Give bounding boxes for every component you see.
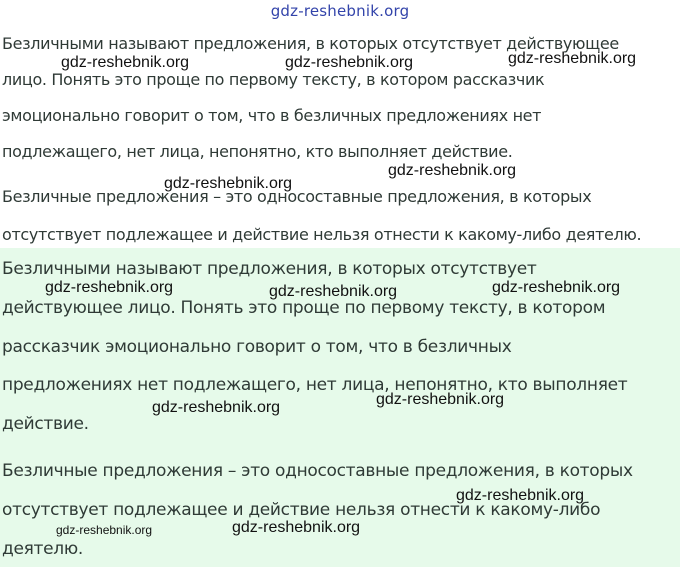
text-line: рассказчик эмоционально говорит о том, что в безличных bbox=[2, 337, 512, 357]
text-line: лицо. Понять это проще по первому тексту, в котором рассказчик bbox=[2, 70, 545, 89]
text-line: подлежащего, нет лица, непонятно, кто выполняет действие. bbox=[2, 142, 513, 161]
watermark: gdz-reshebnik.org bbox=[164, 175, 293, 192]
watermark: gdz-reshebnik.org bbox=[269, 283, 398, 300]
watermark: gdz-reshebnik.org bbox=[388, 162, 517, 179]
text-line: эмоционально говорит о том, что в безличных предложениях нет bbox=[2, 106, 542, 125]
text-line: отсутствует подлежащее и действие нельзя отнести к какому-либо bbox=[2, 500, 601, 520]
watermark: gdz-reshebnik.org bbox=[61, 54, 190, 71]
watermark: gdz-reshebnik.org bbox=[152, 399, 281, 416]
watermark: gdz-reshebnik.org bbox=[45, 279, 174, 296]
text-line: Безличные предложения – это односоставные предложения, в которых bbox=[2, 461, 633, 481]
text-line: деятелю. bbox=[2, 539, 83, 559]
text-line: Безличные предложения – это односоставные предложения, в которых bbox=[2, 187, 592, 206]
watermark: gdz-reshebnik.org bbox=[508, 50, 637, 67]
watermark: gdz-reshebnik.org bbox=[232, 519, 361, 536]
text-line: Безличными называют предложения, в которых отсутствует действующее bbox=[2, 34, 619, 53]
watermark: gdz-reshebnik.org bbox=[456, 487, 585, 504]
watermark: gdz-reshebnik.org bbox=[376, 391, 505, 408]
text-line: действующее лицо. Понять это проще по первому тексту, в котором bbox=[2, 298, 606, 318]
site-header-link[interactable]: gdz-reshebnik.org bbox=[270, 2, 410, 20]
text-line: действие. bbox=[2, 414, 89, 434]
watermark: gdz-reshebnik.org bbox=[56, 523, 153, 537]
text-line: предложениях нет подлежащего, нет лица, непонятно, кто выполняет bbox=[2, 375, 628, 395]
text-line: отсутствует подлежащее и действие нельзя отнести к какому-либо деятелю. bbox=[2, 225, 642, 244]
text-line: Безличными называют предложения, в которых отсутствует bbox=[2, 259, 537, 279]
watermark: gdz-reshebnik.org bbox=[492, 279, 621, 296]
watermark: gdz-reshebnik.org bbox=[285, 54, 414, 71]
